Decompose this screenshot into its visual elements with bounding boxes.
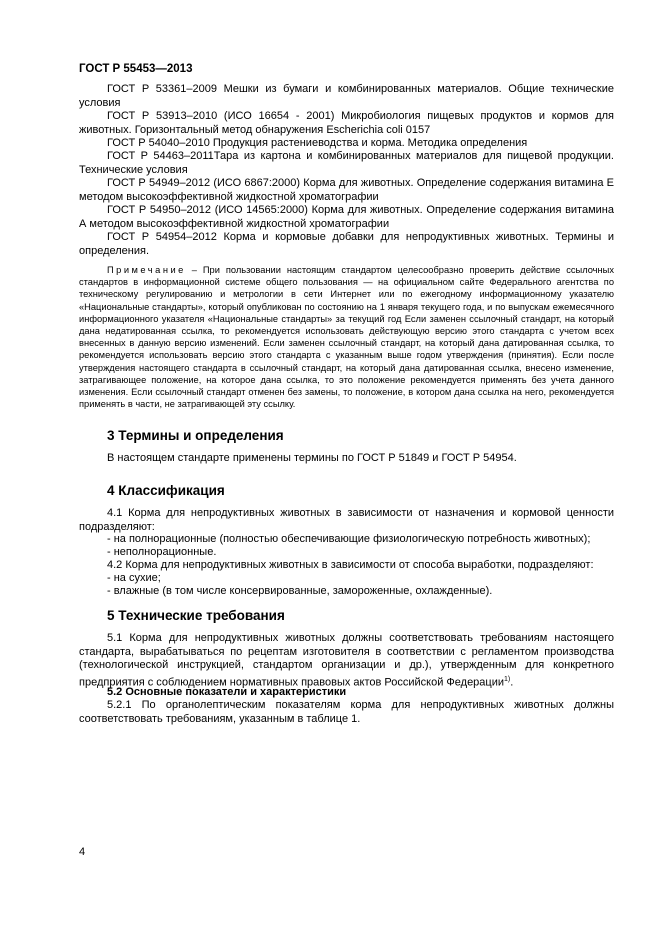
section-5-title: 5 Технические требования xyxy=(107,608,285,623)
list-item: - неполнорационные. xyxy=(107,546,217,558)
footnote-mark: 1) xyxy=(504,675,511,683)
section-3-title: 3 Термины и определения xyxy=(107,428,284,443)
section-3-text: В настоящем стандарте применены термины по ГОСТ Р 51849 и ГОСТ Р 54954. xyxy=(107,452,517,464)
note-text: – При пользовании настоящим стандартом целесообразно проверить действие ссылочных стандартов в информационной системе общего пользования — на официальном сайте Федерального агентства по техническому регулированию и метрологии в сети Интернет или по ежегодному информационному указателю «Национальные стандарты», который опубликован по состоянию на 1 января текущего года, и по выпускам ежемесячного информационного указателя «Национальные стандарты» за текущий год Если заменен ссылочный стандарт, на который дана недатированная ссылка, то рекомендуется использовать действующую версию этого стандарта с учетом всех внесенных в данную версию изменений. Если заменен ссылочный стандарт, на который дана датированная ссылка, то рекомендуется использовать версию этого стандарта с указанным выше годом утверждения (принятия). Если после утверждения настоящего стандарта в ссылочный стандарт, на который дана датированная ссылка, внесено изменение, затрагивающее положение, на которое дана ссылка, то это положение рекомендуется применять без учета данного изменения. Если ссылочный стандарт отменен без замены, то положение, в котором дана ссылка на него, рекомендуется применять в части, не затрагивающей эту ссылку. xyxy=(79,265,614,410)
section-4-2-text: 4.2 Корма для непродуктивных животных в зависимости от способа выработки, подразделяют: xyxy=(107,559,594,571)
reference-item: ГОСТ Р 53913–2010 (ИСО 16654 - 2001) Микробиология пищевых продуктов и кормов для животных. Горизонтальный метод обнаружения Escherichia coli 0157 xyxy=(79,110,614,136)
reference-item: ГОСТ Р 53361–2009 Мешки из бумаги и комбинированных материалов. Общие технические условия xyxy=(79,83,614,109)
section-5-1-text: 5.1 Корма для непродуктивных животных должны соответствовать требованиям настоящего стандарта, вырабатываться по рецептам изготовителя в соответствии с регламентом производства (технологической инструкцией, стандартом организации и др.), утвержденным для конкретного предприятия с соблюдением нормативных правовых актов Российской Федерации$^{1)}$. xyxy=(79,632,614,689)
section-5-2-1-text: 5.2.1 По органолептическим показателям корма для непродуктивных животных должны соответствовать требованиям, указанным в таблице 1. xyxy=(79,699,614,725)
note-block xyxy=(79,264,614,410)
reference-item: ГОСТ Р 54040–2010 Продукция растениеводства и корма. Методика определения xyxy=(107,137,528,149)
list-item: - влажные (в том числе консервированные, замороженные, охлажденные). xyxy=(107,585,493,597)
reference-item: ГОСТ Р 54949–2012 (ИСО 6867:2000) Корма для животных. Определение содержания витамина Е методом высокоэффективной жидкостной хроматографии xyxy=(79,177,614,203)
list-item: - на полнорационные (полностью обеспечивающие физиологическую потребность животных); xyxy=(107,533,591,545)
section-5-2-title: 5.2 Основные показатели и характеристики xyxy=(107,686,347,698)
page-number: 4 xyxy=(79,846,86,858)
section-4-title: 4 Классификация xyxy=(107,483,225,498)
reference-item: ГОСТ Р 54950–2012 (ИСО 14565:2000) Корма для животных. Определение содержания витамина А методом высокоэффективной жидкостной хроматографии xyxy=(79,204,614,230)
section-4-1-text: 4.1 Корма для непродуктивных животных в зависимости от назначения и кормовой ценности подразделяют: xyxy=(79,507,614,533)
note-label: Примечание xyxy=(107,265,186,275)
list-item: - на сухие; xyxy=(107,572,161,584)
reference-item: ГОСТ Р 54954–2012 Корма и кормовые добавки для непродуктивных животных. Термины и определения. xyxy=(79,231,614,257)
reference-item: ГОСТ Р 54463–2011Тара из картона и комбинированных материалов для пищевой продукции. Технические условия xyxy=(79,150,614,176)
document-header: ГОСТ Р 55453—2013 xyxy=(79,63,193,75)
